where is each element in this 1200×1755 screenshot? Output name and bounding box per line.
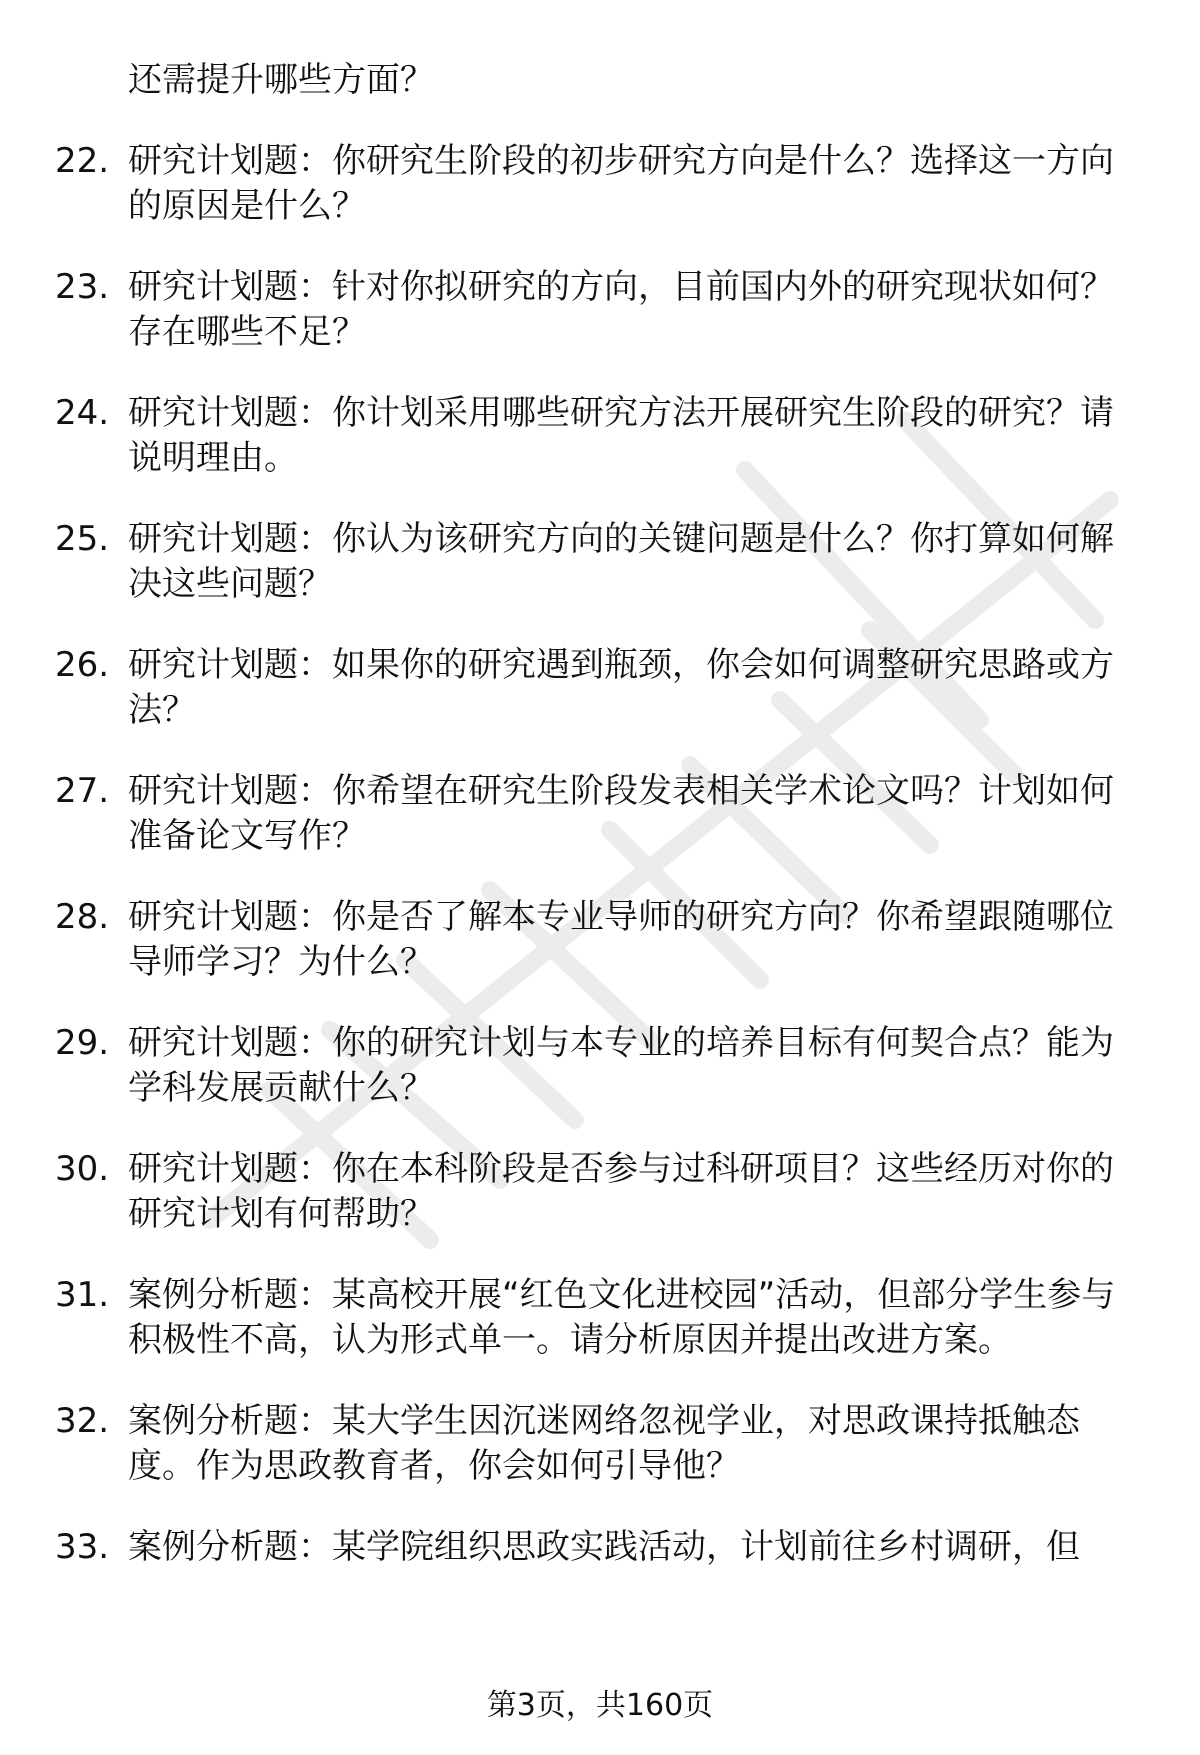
list-item-number: 24. bbox=[55, 393, 110, 433]
list-item-number: 29. bbox=[55, 1023, 110, 1063]
list-item-number: 25. bbox=[55, 519, 110, 559]
continued-question-text: 还需提升哪些方面？ bbox=[128, 60, 434, 100]
list-item-number: 27. bbox=[55, 771, 110, 811]
list-item bbox=[0, 769, 1200, 859]
list-item bbox=[0, 895, 1200, 985]
list-item-text: 研究计划题：你在本科阶段是否参与过科研项目？这些经历对你的研究计划有何帮助？ bbox=[128, 1149, 1114, 1234]
list-item bbox=[0, 1525, 1200, 1570]
list-item-text: 研究计划题：如果你的研究遇到瓶颈，你会如何调整研究思路或方法？ bbox=[128, 645, 1114, 730]
list-item-text: 研究计划题：你希望在研究生阶段发表相关学术论文吗？计划如何准备论文写作？ bbox=[128, 771, 1114, 856]
list-item-text: 研究计划题：你认为该研究方向的关键问题是什么？你打算如何解决这些问题？ bbox=[128, 519, 1114, 604]
list-item bbox=[0, 1021, 1200, 1111]
list-item bbox=[0, 643, 1200, 733]
list-item-number: 33. bbox=[55, 1527, 110, 1567]
list-item-number: 32. bbox=[55, 1401, 110, 1441]
list-item-number: 23. bbox=[55, 267, 110, 307]
question-list bbox=[0, 58, 1200, 1606]
list-item-number: 28. bbox=[55, 897, 110, 937]
list-item-number: 31. bbox=[55, 1275, 110, 1315]
list-item-text: 研究计划题：你计划采用哪些研究方法开展研究生阶段的研究？请说明理由。 bbox=[128, 393, 1114, 478]
list-item-number: 26. bbox=[55, 645, 110, 685]
list-item-text: 案例分析题：某学院组织思政实践活动，计划前往乡村调研，但 bbox=[128, 1527, 1080, 1567]
list-item bbox=[0, 265, 1200, 355]
page-footer: 第3页，共160页 bbox=[486, 1688, 714, 1723]
list-item-number: 30. bbox=[55, 1149, 110, 1189]
list-item bbox=[0, 1273, 1200, 1363]
list-item-text: 研究计划题：你的研究计划与本专业的培养目标有何契合点？能为学科发展贡献什么？ bbox=[128, 1023, 1114, 1108]
list-item-number: 22. bbox=[55, 141, 110, 181]
list-item bbox=[0, 139, 1200, 229]
list-item-text: 案例分析题：某高校开展“红色文化进校园”活动，但部分学生参与积极性不高，认为形式单一。请分析原因并提出改进方案。 bbox=[128, 1275, 1116, 1360]
list-item-text: 研究计划题：你研究生阶段的初步研究方向是什么？选择这一方向的原因是什么？ bbox=[128, 141, 1114, 226]
list-item bbox=[0, 1399, 1200, 1489]
list-item bbox=[0, 391, 1200, 481]
list-item bbox=[0, 517, 1200, 607]
list-item-text: 研究计划题：针对你拟研究的方向，目前国内外的研究现状如何？存在哪些不足？ bbox=[128, 267, 1114, 352]
list-item-text: 研究计划题：你是否了解本专业导师的研究方向？你希望跟随哪位导师学习？为什么？ bbox=[128, 897, 1114, 982]
list-item bbox=[0, 1147, 1200, 1237]
list-item-text: 案例分析题：某大学生因沉迷网络忽视学业，对思政课持抵触态度。作为思政教育者，你会如何引导他？ bbox=[128, 1401, 1080, 1486]
